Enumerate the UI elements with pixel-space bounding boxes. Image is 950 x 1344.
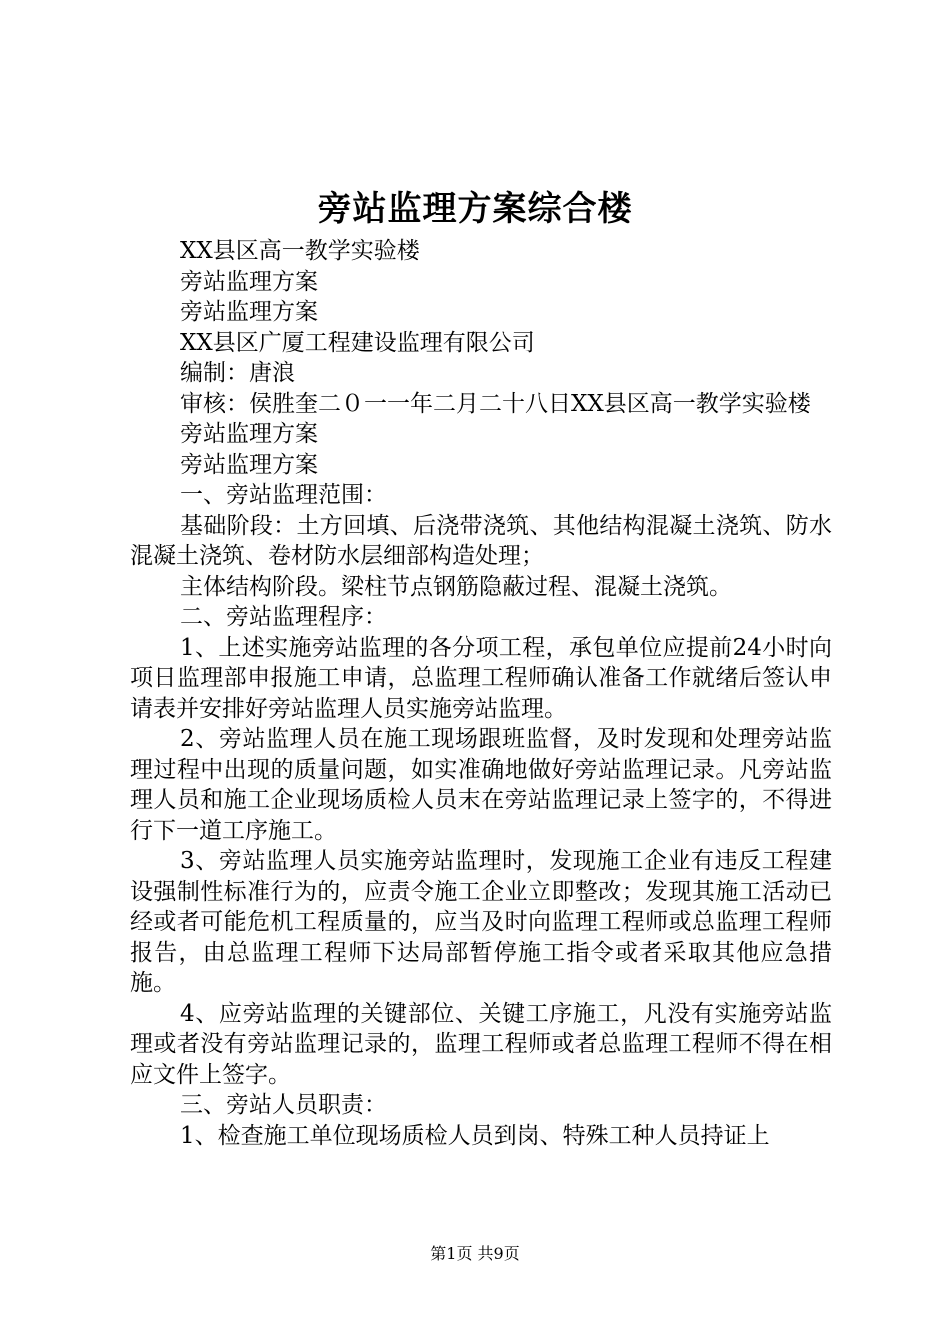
- paragraph: 编制：唐浪: [180, 360, 295, 386]
- section-heading: 二、旁站监理程序：: [180, 604, 387, 630]
- paragraph: 1、检查施工单位现场质检人员到岗、特殊工种人员持证上: [180, 1122, 770, 1149]
- paragraph: 主体结构阶段。梁柱节点钢筋隐蔽过程、混凝土浇筑。: [180, 573, 732, 600]
- section-heading: 三、旁站人员职责：: [180, 1092, 387, 1118]
- paragraph: XX县区高一教学实验楼: [180, 238, 420, 264]
- section-heading: 一、旁站监理范围：: [180, 482, 387, 508]
- paragraph: 2、旁站监理人员在施工现场跟班监督，及时发现和处理旁站监理过程中出现的质量问题，如实准确地做好旁站监理记录。凡旁站监理人员和施工企业现场质检人员末在旁站监理记录上签字的，不得进行下一道工序施工。: [130, 726, 832, 844]
- document-title: 旁站监理方案综合楼: [317, 189, 633, 229]
- paragraph: 4、应旁站监理的关键部位、关键工序施工，凡没有实施旁站监理或者没有旁站监理记录的，监理工程师或者总监理工程师不得在相应文件上签字。: [130, 1000, 832, 1088]
- paragraph: 3、旁站监理人员实施旁站监理时，发现施工企业有违反工程建设强制性标准行为的，应责令施工企业立即整改；发现其施工活动已经或者可能危机工程质量的，应当及时向监理工程师或总监理工程师报告，由总监理工程师下达局部暂停施工指令或者采取其他应急措施。: [130, 848, 832, 996]
- paragraph: 旁站监理方案: [180, 268, 318, 295]
- paragraph: 旁站监理方案: [180, 299, 318, 325]
- paragraph: 审核：侯胜奎二０一一年二月二十八日XX县区高一教学实验楼: [180, 390, 811, 417]
- paragraph: 旁站监理方案: [180, 451, 318, 478]
- paragraph: 旁站监理方案: [180, 421, 318, 447]
- paragraph: 1、上述实施旁站监理的各分项工程，承包单位应提前24小时向项日监理部申报施工申请，总监理工程师确认准备工作就绪后签认申请表并安排好旁站监理人员实施旁站监理。: [130, 634, 832, 722]
- page-footer: 第1页 共9页: [430, 1244, 520, 1263]
- document-body: [130, 236, 832, 1151]
- paragraph: 基础阶段：土方回填、后浇带浇筑、其他结构混凝土浇筑、防水混凝土浇筑、卷材防水层细部构造处理；: [130, 512, 832, 569]
- paragraph: XX县区广厦工程建设监理有限公司: [180, 329, 535, 356]
